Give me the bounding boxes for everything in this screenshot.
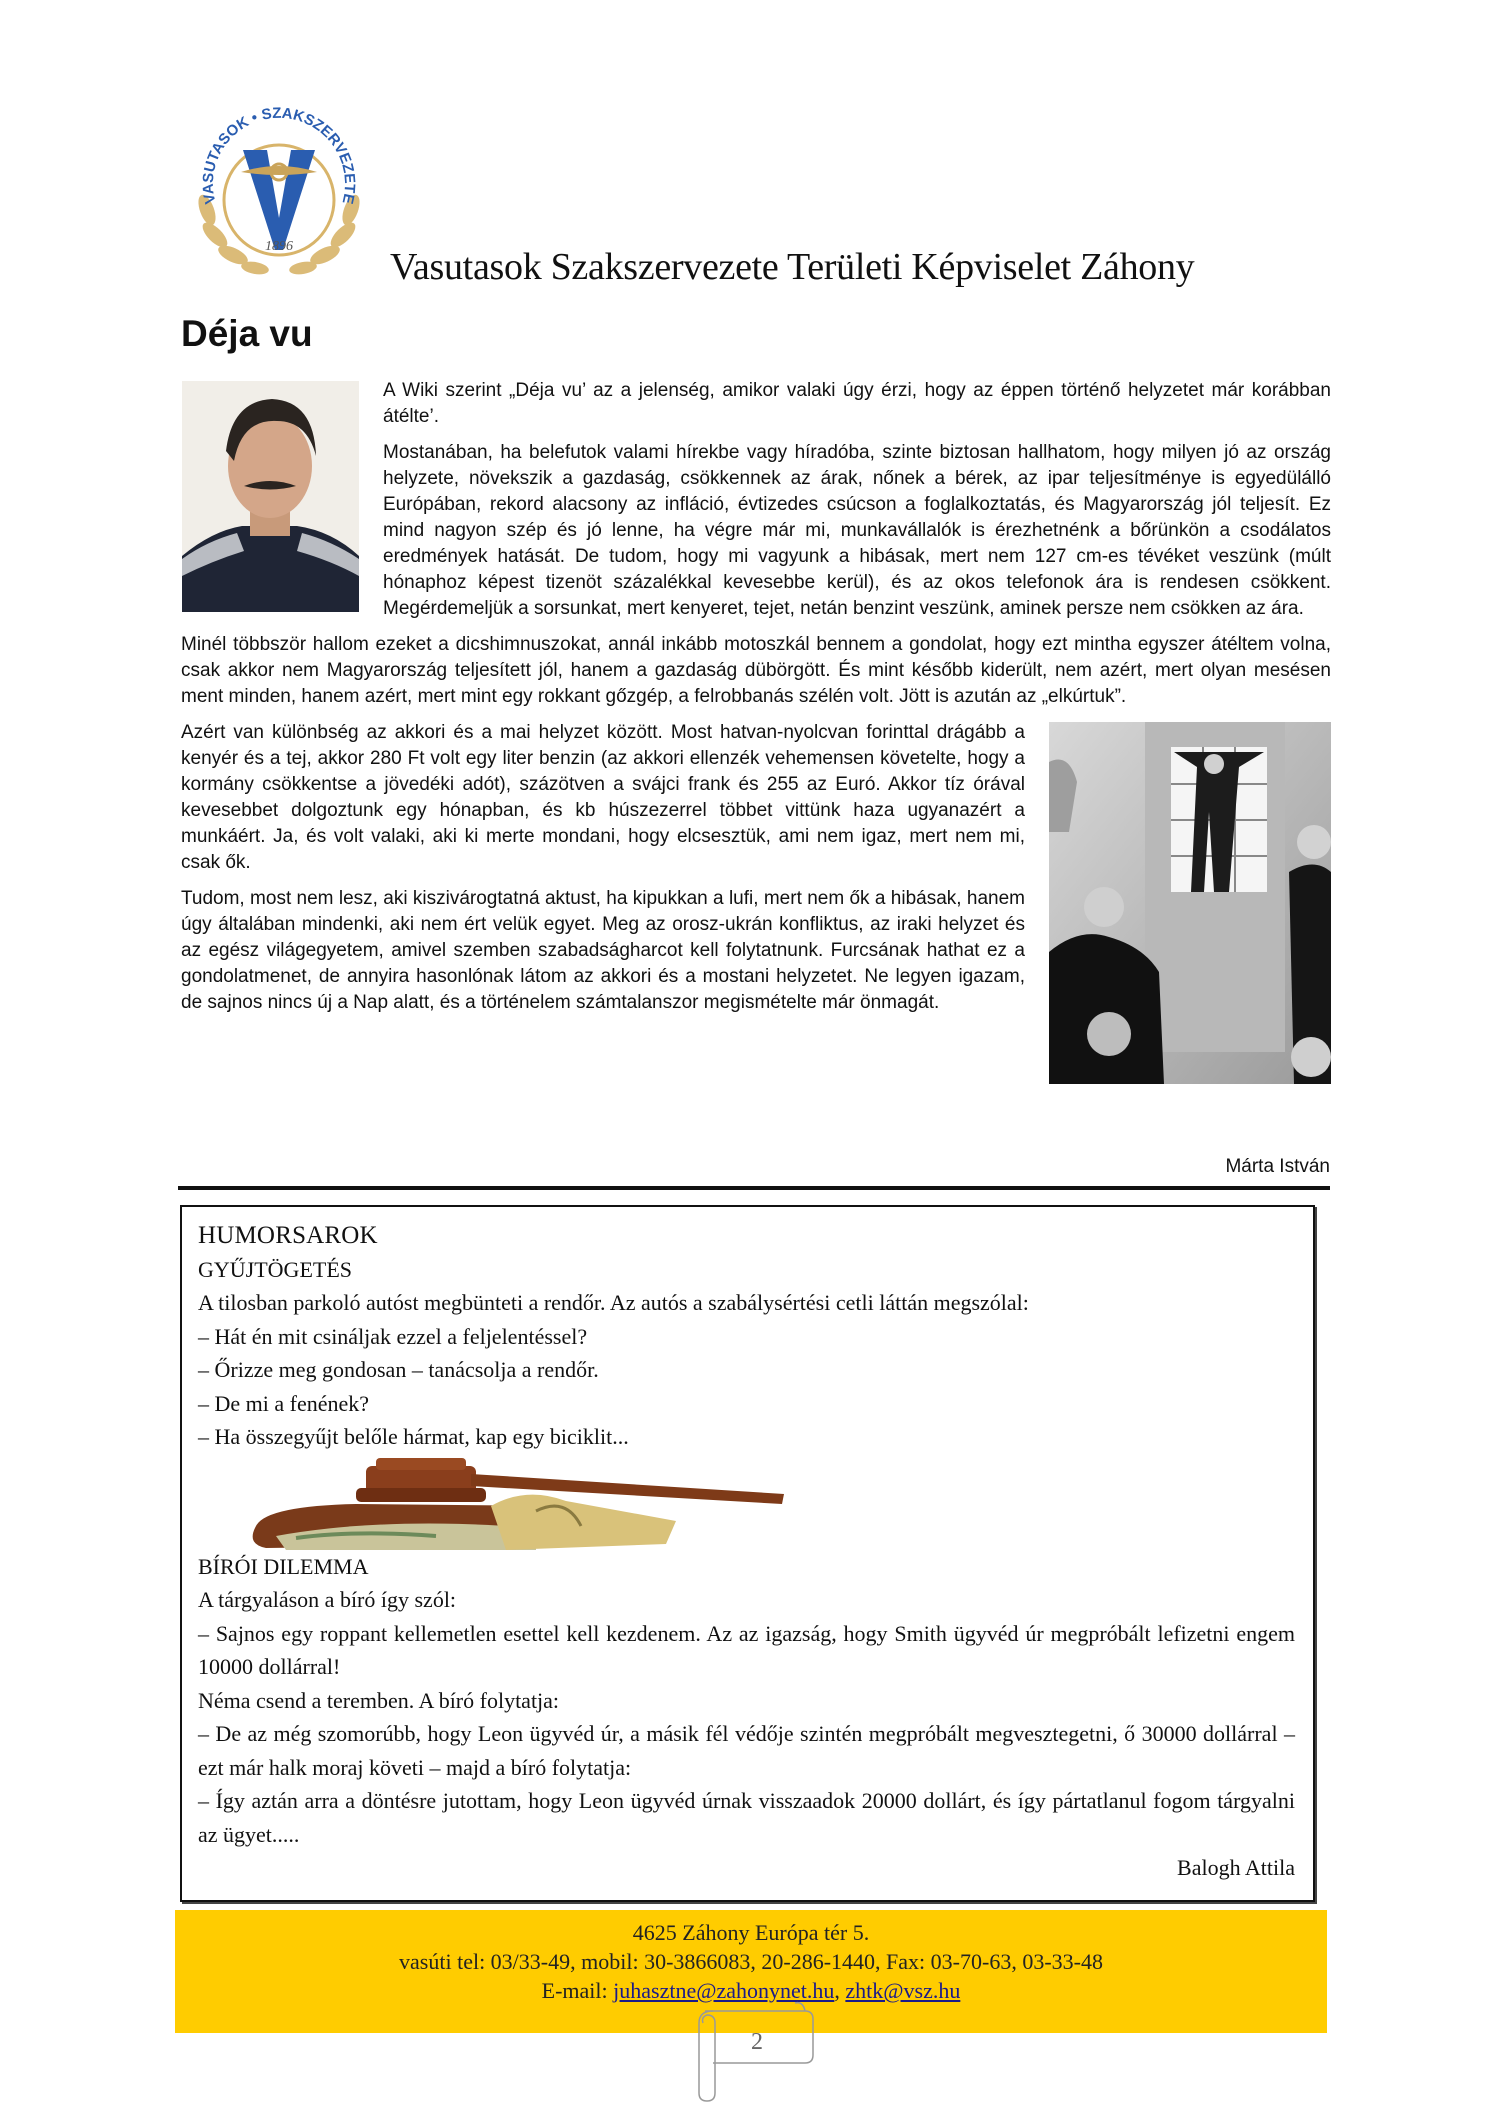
humor-section-title: HUMORSAROK <box>198 1222 378 1249</box>
gavel-and-money-icon <box>236 1456 786 1550</box>
email-separator: , <box>834 1978 846 2003</box>
joke-line: – Sajnos egy roppant kellemetlen esettel kell kezdenem. Az az igazság, hogy Smith ügyvéd úr megpróbált lefizetni engem 10000 dollárral! <box>198 1620 1295 1679</box>
article-paragraph: Tudom, most nem lesz, aki kiszivárogtatná aktust, ha kipukkan a lufi, mert nem ők a hibásak, hanem úgy általában mindenki, aki nem ért velük egyet. Meg az orosz-ukrán konfliktus, az iraki helyzet és az egész világegyetem, amivel szemben szabadságharcot kell folytatnunk. Furcsának hathat ez a gondolatmenet, de annyira hasonlónak látom az akkori és a mostani helyzetet. Ne legyen igazam, de sajnos nincs új a Nap alatt, és a történelem számtalanszor megismételte már önmagát. <box>181 888 1025 1013</box>
film-still-icon <box>1049 722 1331 1084</box>
union-emblem-icon <box>185 100 373 278</box>
article-paragraph: A Wiki szerint „Déja vu’ az a jelenség, amikor valaki úgy érzi, hogy az éppen történő helyzetet már korábban átélte’. <box>383 380 1331 427</box>
joke-line: – Ha összegyűjt belőle hármat, kap egy biciklit... <box>198 1424 629 1449</box>
joke-line: – Őrizze meg gondosan – tanácsolja a rendőr. <box>198 1357 599 1382</box>
joke-title: GYŰJTÖGETÉS <box>198 1256 352 1282</box>
email-link-juhasztne[interactable]: juhasztne@zahonynet.hu <box>613 1978 835 2003</box>
article-paragraph: Minél többször hallom ezeket a dicshimnuszokat, annál inkább motoszkál bennem a gondolat, hogy ezt mintha egyszer átéltem volna, csak akkor nem Magyarország teljesített jól, hanem a gazdaság dübörgött. És mint később kiderült, nem azért, mert olyan mesésen ment minden, hanem azért, mert mint egy rokkant gőzgép, a felrobbanás szélén volt. Jött is azután az „elkúrtuk”. <box>181 634 1331 707</box>
page-number-scroll <box>685 1993 825 2103</box>
joke-line: – De mi a fenének? <box>198 1390 370 1416</box>
email-label: E-mail: <box>541 1978 614 2003</box>
humor-corner-box <box>180 1205 1315 1902</box>
union-emblem-logo <box>185 100 373 278</box>
joke-line: A tilosban parkoló autóst megbünteti a rendőr. Az autós a szabálysértési cetli láttán megszólal: <box>198 1290 1029 1315</box>
joke-line: – Így aztán arra a döntésre jutottam, hogy Leon ügyvéd úrnak visszaadok 20000 dollárt, és így pártatlanul fogom tárgyalni az ügyet..... <box>198 1788 1295 1847</box>
author-photo <box>182 381 359 612</box>
joke-line: A tárgyaláson a bíró így szól: <box>198 1587 457 1612</box>
organization-title: Vasutasok Szakszervezete Területi Képviselet Záhony <box>390 246 1195 288</box>
humor-author: Balogh Attila <box>1177 1855 1295 1880</box>
author-portrait-icon <box>182 381 359 612</box>
article-paragraph: Azért van különbség az akkori és a mai helyzet között. Most hatvan-nyolcvan forinttal drágább a kenyér és a tej, akkor 280 Ft volt egy liter benzin (az akkori ellenzék vehemensen követelte, hogy a kormány csökkentse a jövedéki adót), százötven a svájci frank és 255 az Euró. Akkor tíz órával kevesebbet dolgoztunk egy hónapban, és kb húszezerrel többet vittünk haza ugyanazért a munkáért. Ja, és volt valaki, aki ki merte mondani, hogy elcsesztük, ami nem igaz, mert nem mi, csak ők. <box>181 722 1025 873</box>
illustration-photo <box>1049 722 1331 1084</box>
joke-line: Néma csend a teremben. A bíró folytatja: <box>198 1687 560 1713</box>
scroll-icon <box>685 1993 825 2103</box>
footer-phones: vasúti tel: 03/33-49, mobil: 30-3866083, 20-286-1440, Fax: 03-70-63, 03-33-48 <box>399 1949 1103 1974</box>
article-body <box>181 378 1331 1090</box>
footer-address: 4625 Záhony Európa tér 5. <box>632 1920 870 1945</box>
svg-text:VASUTASOK • SZAKSZERVEZETE: VASUTASOK • SZAKSZERVEZETE <box>199 104 359 206</box>
section-divider <box>178 1186 1330 1190</box>
joke-title: BÍRÓI DILEMMA <box>198 1553 369 1579</box>
joke-line: – De az még szomorúbb, hogy Leon ügyvéd úr, a másik fél védője szintén megpróbált megvesztegetni, ő 30000 dollárral – ezt már halk moraj követi – majd a bíró folytatja: <box>198 1721 1295 1780</box>
article-paragraph: Mostanában, ha belefutok valami hírekbe vagy híradóba, szinte biztosan hallhatom, hogy milyen jó az ország helyzete, növekszik a gazdaság, csökkennek az árak, nőnek a bérek, az ipar teljesítménye is egyedülálló Európában, rekord alacsony az infláció, évtizedes csúcson a foglalkoztatás, és Magyarország jól teljesít. Ez mind nagyon szép és jó lenne, ha végre már mi, munkavállalók is érezhetnénk a bőrünkön a csodálatos eredmények hatását. De tudom, hogy mi vagyunk a hibásak, mert nem 127 cm-es tévéket veszünk (múlt hónaphoz képest tizenöt százalékkal kevesebbe kerül), és az okos telefonok ára is rendesen csökkent. Megérdemeljük a sorsunkat, mert kenyeret, tejet, netán benzint veszünk, aminek persze nem csökken az ára. <box>383 442 1331 619</box>
email-link-zhtk[interactable]: zhtk@vsz.hu <box>845 1978 961 2003</box>
article-author: Márta István <box>1225 1156 1330 1177</box>
page-number: 2 <box>751 2029 763 2055</box>
joke-line: – Hát én mit csináljak ezzel a feljelentéssel? <box>198 1323 588 1349</box>
svg-text:1896: 1896 <box>265 239 293 254</box>
article-title: Déja vu <box>181 313 313 354</box>
